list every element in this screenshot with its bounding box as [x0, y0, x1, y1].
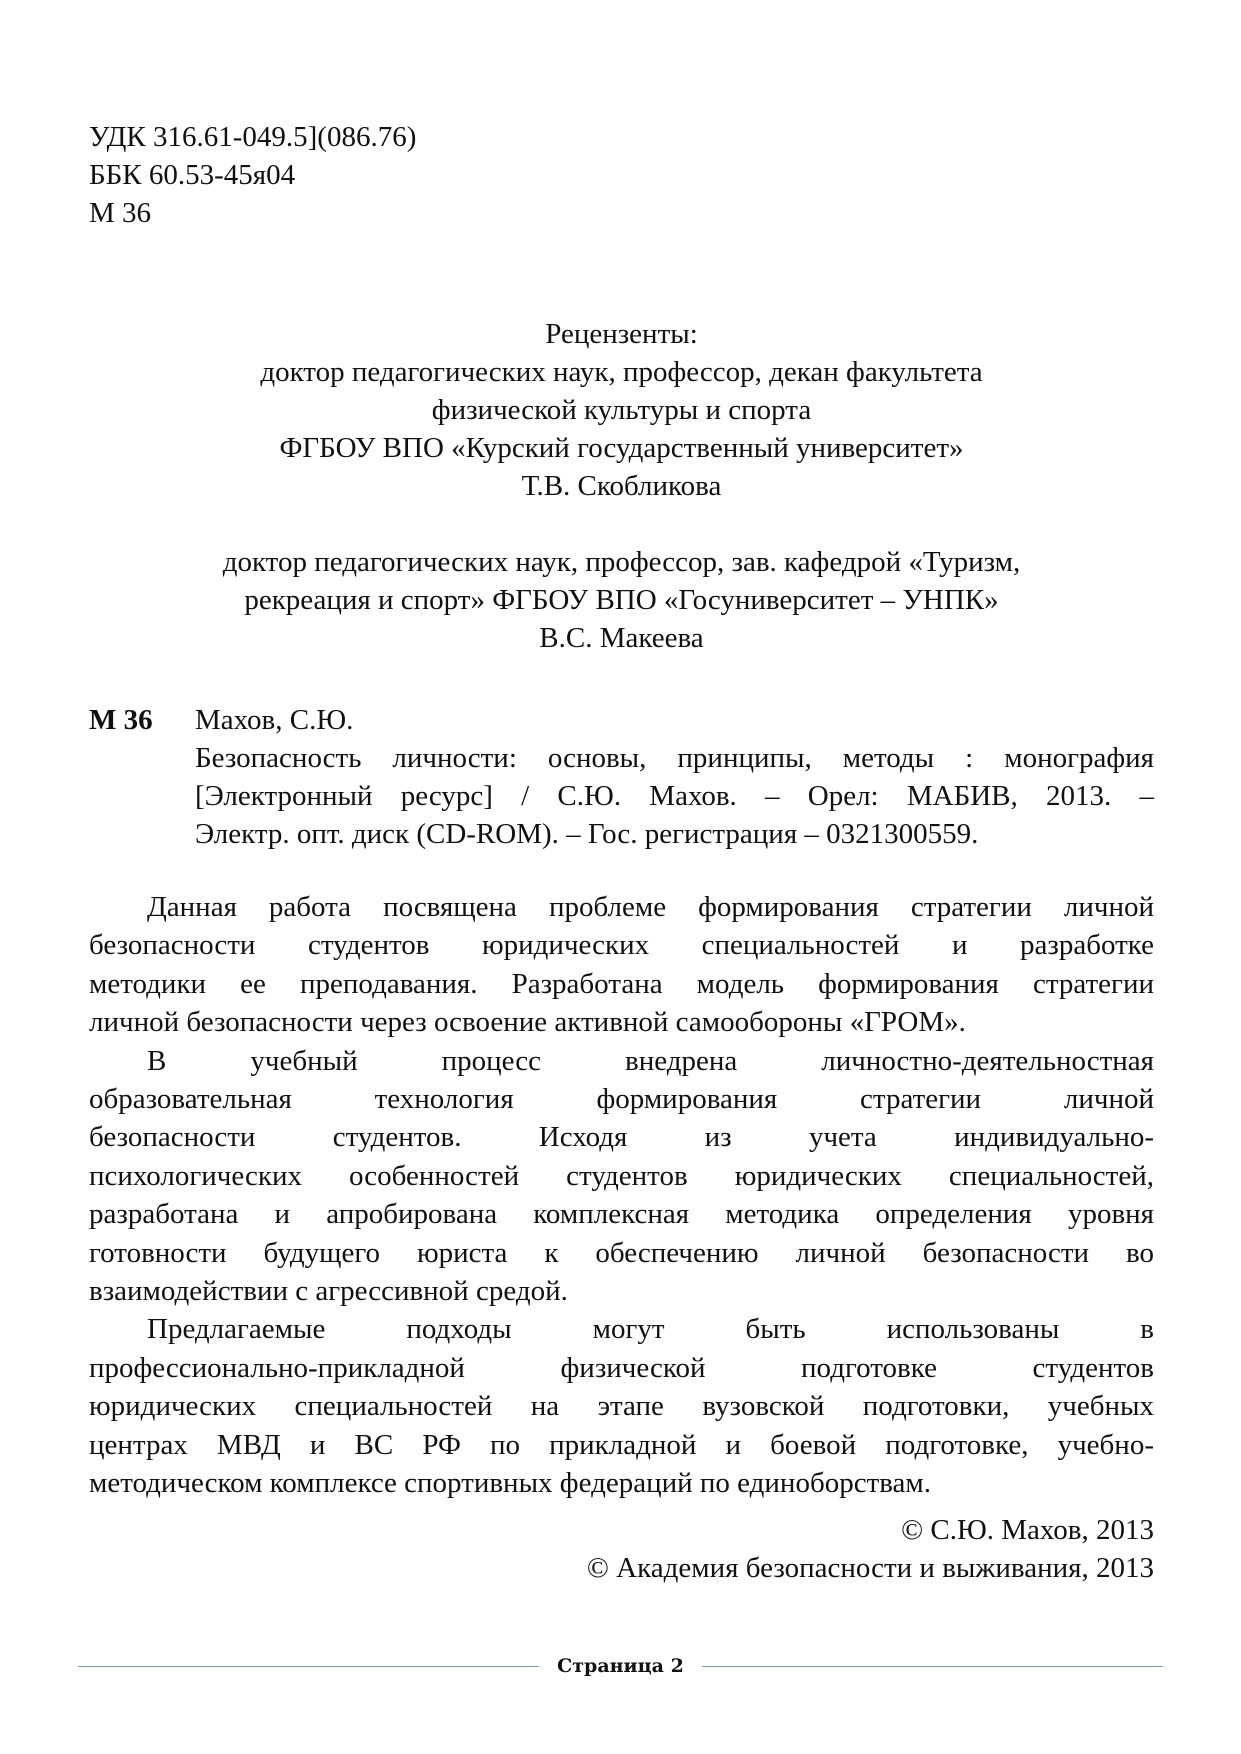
reviewer-1-line-1: доктор педагогических наук, профессор, декан факультета	[260, 356, 983, 388]
catalog-line-3: Электр. опт. диск (CD-ROM). – Гос. регистрация – 0321300559.	[195, 818, 979, 850]
reviewer-1-line-2: физической культуры и спорта	[431, 394, 812, 426]
catalog-author: Махов, С.Ю.	[195, 704, 354, 736]
abstract-p1-line: личной безопасности через освоение активной самообороны «ГРОМ».	[89, 1006, 966, 1039]
classification-block	[89, 118, 416, 232]
abstract-p2-line: образовательная технология формирования стратегии личной	[89, 1083, 1154, 1116]
reviewer-2-line-1: доктор педагогических наук, профессор, зав. кафедрой «Туризм,	[222, 546, 1021, 578]
author-mark: М 36	[89, 197, 152, 229]
reviewer-1-line-3: ФГБОУ ВПО «Курский государственный университет»	[279, 432, 964, 464]
abstract-p2-line: разработана и апробирована комплексная методика определения уровня	[89, 1198, 1154, 1231]
copyright-block	[587, 1511, 1154, 1587]
abstract-text	[89, 888, 1154, 1503]
copyright-academy: © Академия безопасности и выживания, 2013	[586, 1552, 1154, 1584]
catalog-code: М 36	[89, 704, 153, 736]
copyright-author: © С.Ю. Махов, 2013	[901, 1514, 1154, 1546]
abstract-p2-line: готовности будущего юриста к обеспечению личной безопасности во	[89, 1236, 1154, 1269]
reviewers-block-first	[89, 315, 1154, 505]
abstract-p3-line: методическом комплексе спортивных федераций по единоборствам.	[89, 1467, 932, 1500]
abstract-p1-line: Данная работа посвящена проблеме формирования стратегии личной	[147, 891, 1154, 923]
reviewer-2-name: В.С. Макеева	[539, 622, 704, 654]
abstract-p2-line: взаимодействии с агрессивной средой.	[89, 1275, 568, 1308]
reviewers-block-second	[89, 543, 1154, 657]
abstract-p3-line: юридических специальностей на этапе вузовской подготовки, учебных	[89, 1390, 1154, 1423]
page-footer	[78, 1654, 1163, 1678]
reviewers-title: Рецензенты:	[545, 318, 698, 350]
abstract-p1-line: безопасности студентов юридических специальностей и разработке	[89, 929, 1154, 962]
footer-rule-right	[702, 1666, 1163, 1667]
abstract-p3-line: центрах МВД и ВС РФ по прикладной и боевой подготовке, учебно-	[89, 1428, 1154, 1461]
abstract-p1-line: методики ее преподавания. Разработана модель формирования стратегии	[89, 967, 1154, 1000]
footer-rule-left	[78, 1666, 539, 1667]
page-number: Страница 2	[557, 1655, 684, 1677]
udk-code: УДК 316.61-049.5](086.76)	[89, 121, 417, 153]
abstract-p2-line: безопасности студентов. Исходя из учета индивидуально-	[89, 1121, 1154, 1154]
abstract-p3-line: Предлагаемые подходы могут быть использованы в	[147, 1313, 1154, 1346]
reviewer-2-line-2: рекреация и спорт» ФГБОУ ВПО «Госуниверситет – УНПК»	[244, 584, 999, 616]
catalog-line-1: Безопасность личности: основы, принципы, методы : монография	[195, 742, 1154, 774]
reviewer-1-name: Т.В. Скобликова	[521, 470, 722, 502]
abstract-p3-line: профессионально-прикладной физической подготовке студентов	[89, 1351, 1154, 1384]
bbk-code: ББК 60.53-45я04	[89, 159, 296, 191]
abstract-p2-line: психологических особенностей студентов юридических специальностей,	[89, 1159, 1154, 1192]
catalog-line-2: [Электронный ресурс] / С.Ю. Махов. – Орел: МАБИВ, 2013. –	[195, 780, 1154, 812]
abstract-p2-line: В учебный процесс внедрена личностно-деятельностная	[147, 1044, 1154, 1077]
catalog-description	[195, 739, 1154, 853]
